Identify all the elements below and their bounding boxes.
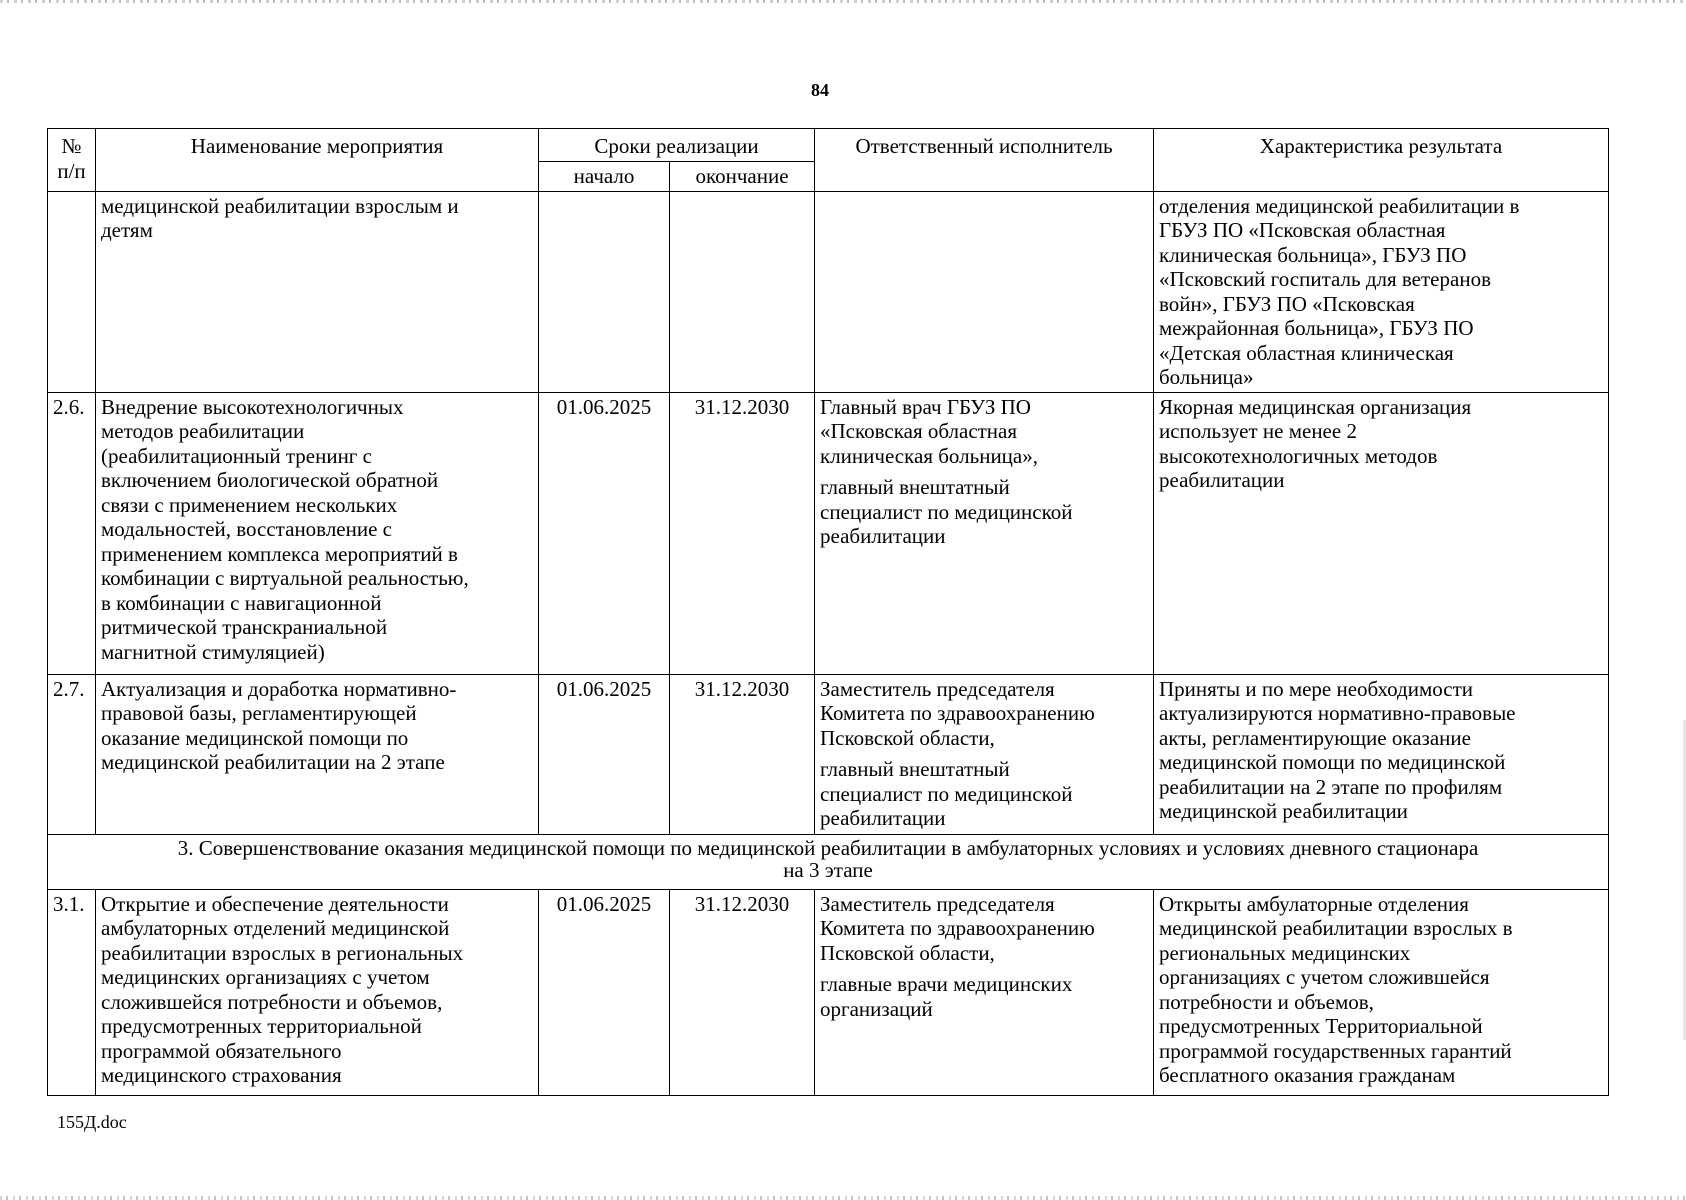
text-line: медицинского страхования: [101, 1063, 342, 1087]
paragraph-gap: [820, 468, 1148, 475]
text-line: клиническая больница»,: [820, 443, 1038, 468]
text-line: амбулаторных отделений медицинской: [101, 916, 450, 940]
footer-filename: 155Д.doc: [57, 1112, 127, 1132]
text-line: методов реабилитации: [101, 419, 305, 443]
text-line: акты, регламентирующие оказание: [1159, 725, 1471, 750]
text-line: войн», ГБУЗ ПО «Псковская: [1159, 291, 1415, 316]
cell-num: 3.1.: [48, 889, 96, 1095]
header-start: начало: [539, 161, 670, 191]
paragraph-gap: [820, 965, 1148, 972]
cell-end: 31.12.2030: [670, 392, 815, 674]
scan-edge-bottom: [0, 1196, 1686, 1200]
text-line: предусмотренных Территориальной: [1159, 1014, 1483, 1038]
text-line: реабилитации: [1159, 468, 1285, 492]
table-row: [48, 392, 1609, 674]
text-line: сложившейся потребности и объемов,: [101, 989, 443, 1014]
text-line: реабилитации: [820, 806, 946, 830]
text-line: магнитной стимуляцией): [101, 639, 325, 664]
text-line: модальностей, восстановление с: [101, 517, 392, 541]
table-row-continuation: [48, 191, 1609, 392]
text-line: главный внештатный: [820, 757, 1010, 781]
text-line: больница»: [1159, 365, 1254, 389]
text-line: Актуализация и доработка нормативно-: [101, 676, 457, 701]
text-line: Внедрение высокотехнологичных: [101, 394, 404, 419]
text-line: медицинской помощи по медицинской: [1159, 750, 1506, 774]
text-line: ГБУЗ ПО «Псковская областная: [1159, 218, 1446, 242]
text-line: главный внештатный: [820, 475, 1010, 499]
header-end: окончание: [670, 161, 815, 191]
text-line: Комитета по здравоохранению: [820, 701, 1095, 725]
text-line: связи с применением нескольких: [101, 492, 398, 517]
header-name: Наименование мероприятия: [96, 129, 539, 192]
text-line: «Детская областная клиническая: [1159, 340, 1454, 365]
text-line: правовой базы, регламентирующей: [101, 701, 417, 725]
cell-result: [1154, 392, 1609, 674]
table-row: [48, 889, 1609, 1095]
cell-executor: [815, 392, 1154, 674]
cell-result: [1154, 191, 1609, 392]
text-line: «Псковская областная: [820, 419, 1018, 443]
text-line: Комитета по здравоохранению: [820, 916, 1095, 940]
text-line: межрайонная больница», ГБУЗ ПО: [1159, 316, 1474, 340]
text-line: Открытие и обеспечение деятельности: [101, 891, 449, 916]
text-line: Открыты амбулаторные отделения: [1159, 891, 1469, 916]
text-line: организаций: [820, 996, 933, 1021]
page-number: 84: [811, 80, 829, 100]
text-line: детям: [101, 218, 153, 242]
text-line: бесплатного оказания гражданам: [1159, 1063, 1456, 1087]
cell-start: 01.06.2025: [539, 674, 670, 834]
text-line: программой государственных гарантий: [1159, 1038, 1512, 1063]
header-result: Характеристика результата: [1154, 129, 1609, 192]
cell-result: [1154, 674, 1609, 834]
text-line: предусмотренных территориальной: [101, 1014, 422, 1038]
section-heading: [48, 834, 1609, 889]
text-line: программой обязательного: [101, 1038, 342, 1063]
text-line: реабилитации взрослых в региональных: [101, 940, 464, 965]
cell-end: 31.12.2030: [670, 889, 815, 1095]
text-line: главные врачи медицинских: [820, 972, 1073, 996]
cell-end: [670, 191, 815, 392]
text-line: медицинской реабилитации: [1159, 799, 1408, 823]
cell-name: [96, 392, 539, 674]
header-terms: Сроки реализации: [539, 129, 815, 162]
header-num: [48, 129, 96, 192]
text-line: ритмической транскраниальной: [101, 615, 388, 639]
text-line: «Псковский госпиталь для ветеранов: [1159, 267, 1491, 291]
text-line: региональных медицинских: [1159, 940, 1411, 965]
text-line: клиническая больница», ГБУЗ ПО: [1159, 242, 1467, 267]
text-line: организациях с учетом сложившейся: [1159, 965, 1490, 989]
text-line: Приняты и по мере необходимости: [1159, 676, 1474, 701]
text-line: применением комплекса мероприятий в: [101, 541, 458, 566]
text-line: реабилитации на 2 этапе по профилям: [1159, 774, 1503, 799]
table-row: [48, 674, 1609, 834]
text-line: Якорная медицинская организация: [1159, 394, 1472, 419]
text-line: специалист по медицинской: [820, 781, 1073, 806]
text-line: потребности и объемов,: [1159, 989, 1374, 1014]
header-row-1: [48, 129, 1609, 162]
cell-executor: [815, 191, 1154, 392]
text-line: использует не менее 2: [1159, 419, 1357, 443]
text-line: медицинской реабилитации взрослым и: [101, 193, 459, 218]
cell-num: 2.6.: [48, 392, 96, 674]
cell-executor: [815, 674, 1154, 834]
header-num-line: №: [61, 134, 82, 158]
text-line: высокотехнологичных методов: [1159, 443, 1438, 468]
text-line: специалист по медицинской: [820, 499, 1073, 524]
header-num-line: п/п: [57, 158, 86, 183]
text-line: Главный врач ГБУЗ ПО: [820, 394, 1031, 419]
cell-start: 01.06.2025: [539, 392, 670, 674]
text-line: медицинских организациях с учетом: [101, 965, 430, 989]
scan-edge-top: [0, 0, 1686, 3]
text-line: медицинской реабилитации на 2 этапе: [101, 750, 445, 774]
text-line: отделения медицинской реабилитации в: [1159, 193, 1520, 218]
activities-table: [47, 128, 1609, 1096]
cell-start: 01.06.2025: [539, 889, 670, 1095]
text-line: в комбинации с навигационной: [101, 590, 382, 615]
cell-result: [1154, 889, 1609, 1095]
cell-end: 31.12.2030: [670, 674, 815, 834]
text-line: комбинации с виртуальной реальностью,: [101, 566, 469, 590]
text-line: на 3 этапе: [783, 857, 873, 882]
cell-executor: [815, 889, 1154, 1095]
text-line: реабилитации: [820, 524, 946, 548]
text-line: оказание медицинской помощи по: [101, 725, 409, 750]
cell-name: [96, 191, 539, 392]
text-line: Заместитель председателя: [820, 891, 1055, 916]
cell-name: [96, 674, 539, 834]
text-line: Псковской области,: [820, 940, 995, 965]
cell-name: [96, 889, 539, 1095]
section-row: [48, 834, 1609, 889]
text-line: (реабилитационный тренинг с: [101, 443, 372, 468]
text-line: актуализируются нормативно-правовые: [1159, 701, 1516, 725]
header-executor: Ответственный исполнитель: [815, 129, 1154, 192]
text-line: включением биологической обратной: [101, 468, 439, 492]
paragraph-gap: [820, 750, 1148, 757]
cell-num: [48, 191, 96, 392]
text-line: Псковской области,: [820, 725, 995, 750]
cell-start: [539, 191, 670, 392]
cell-num: 2.7.: [48, 674, 96, 834]
text-line: Заместитель председателя: [820, 676, 1055, 701]
text-line: медицинской реабилитации взрослых в: [1159, 916, 1513, 940]
text-line: 3. Совершенствование оказания медицинской помощи по медицинской реабилитации в амбулаторных условиях и условиях дневного стационара: [177, 835, 1479, 860]
